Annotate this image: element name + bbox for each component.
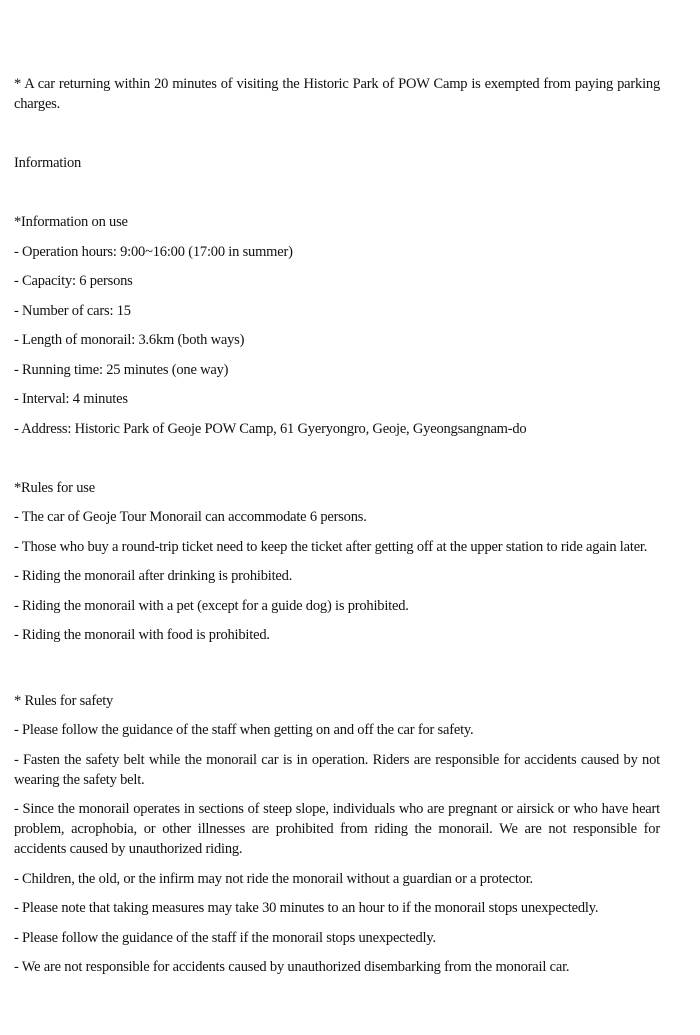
safety-item: - Please note that taking measures may take 30 minutes to an hour to if the monorail stops unexpectedly. (14, 900, 599, 916)
info-on-use-heading: *Information on use (14, 214, 128, 230)
rule-item: - Riding the monorail after drinking is prohibited. (14, 568, 293, 584)
spacer (14, 448, 660, 478)
spacer (14, 183, 660, 213)
rules-for-use-heading: *Rules for use (14, 479, 95, 496)
safety-item: - Please follow the guidance of the staff when getting on and off the car for safety. (14, 722, 474, 738)
spacer (14, 655, 660, 691)
safety-item: - Children, the old, or the infirm may not ride the monorail without a guardian or a protector. (14, 870, 533, 887)
spacer (14, 124, 660, 154)
info-item: - Running time: 25 minutes (one way) (14, 361, 229, 378)
safety-item: - Since the monorail operates in sections of steep slope, individuals who are pregnant or airsick or who have heart problem, acrophobia, or other illnesses are prohibited from riding the monorail. We are not responsible for accidents caused by unauthorized riding. (14, 801, 660, 857)
info-item: - Interval: 4 minutes (14, 391, 128, 407)
parking-note: * A car returning within 20 minutes of visiting the Historic Park of POW Camp is exempted from paying parking charges. (14, 76, 660, 112)
section-title: Information (14, 155, 82, 171)
rules-for-safety-heading: * Rules for safety (14, 692, 114, 709)
info-item: - Length of monorail: 3.6km (both ways) (14, 332, 245, 348)
safety-item: - Fasten the safety belt while the monorail car is in operation. Riders are responsible for accidents caused by not wearing the safety belt. (14, 751, 660, 788)
info-item: - Capacity: 6 persons (14, 273, 133, 289)
rule-item: - The car of Geoje Tour Monorail can accommodate 6 persons. (14, 509, 367, 525)
info-item: - Number of cars: 15 (14, 302, 131, 319)
rule-item: - Riding the monorail with food is prohibited. (14, 627, 270, 643)
safety-item: - Please follow the guidance of the staff if the monorail stops unexpectedly. (14, 929, 436, 946)
safety-item: - We are not responsible for accidents caused by unauthorized disembarking from the monorail car. (14, 959, 570, 975)
info-item: - Operation hours: 9:00~16:00 (17:00 in summer) (14, 243, 293, 260)
rule-item: - Those who buy a round-trip ticket need to keep the ticket after getting off at the upper station to ride again later. (14, 538, 648, 555)
document-body (14, 74, 660, 987)
rule-item: - Riding the monorail with a pet (except for a guide dog) is prohibited. (14, 597, 409, 614)
info-item: - Address: Historic Park of Geoje POW Camp, 61 Gyeryongro, Geoje, Gyeongsangnam-do (14, 420, 527, 437)
